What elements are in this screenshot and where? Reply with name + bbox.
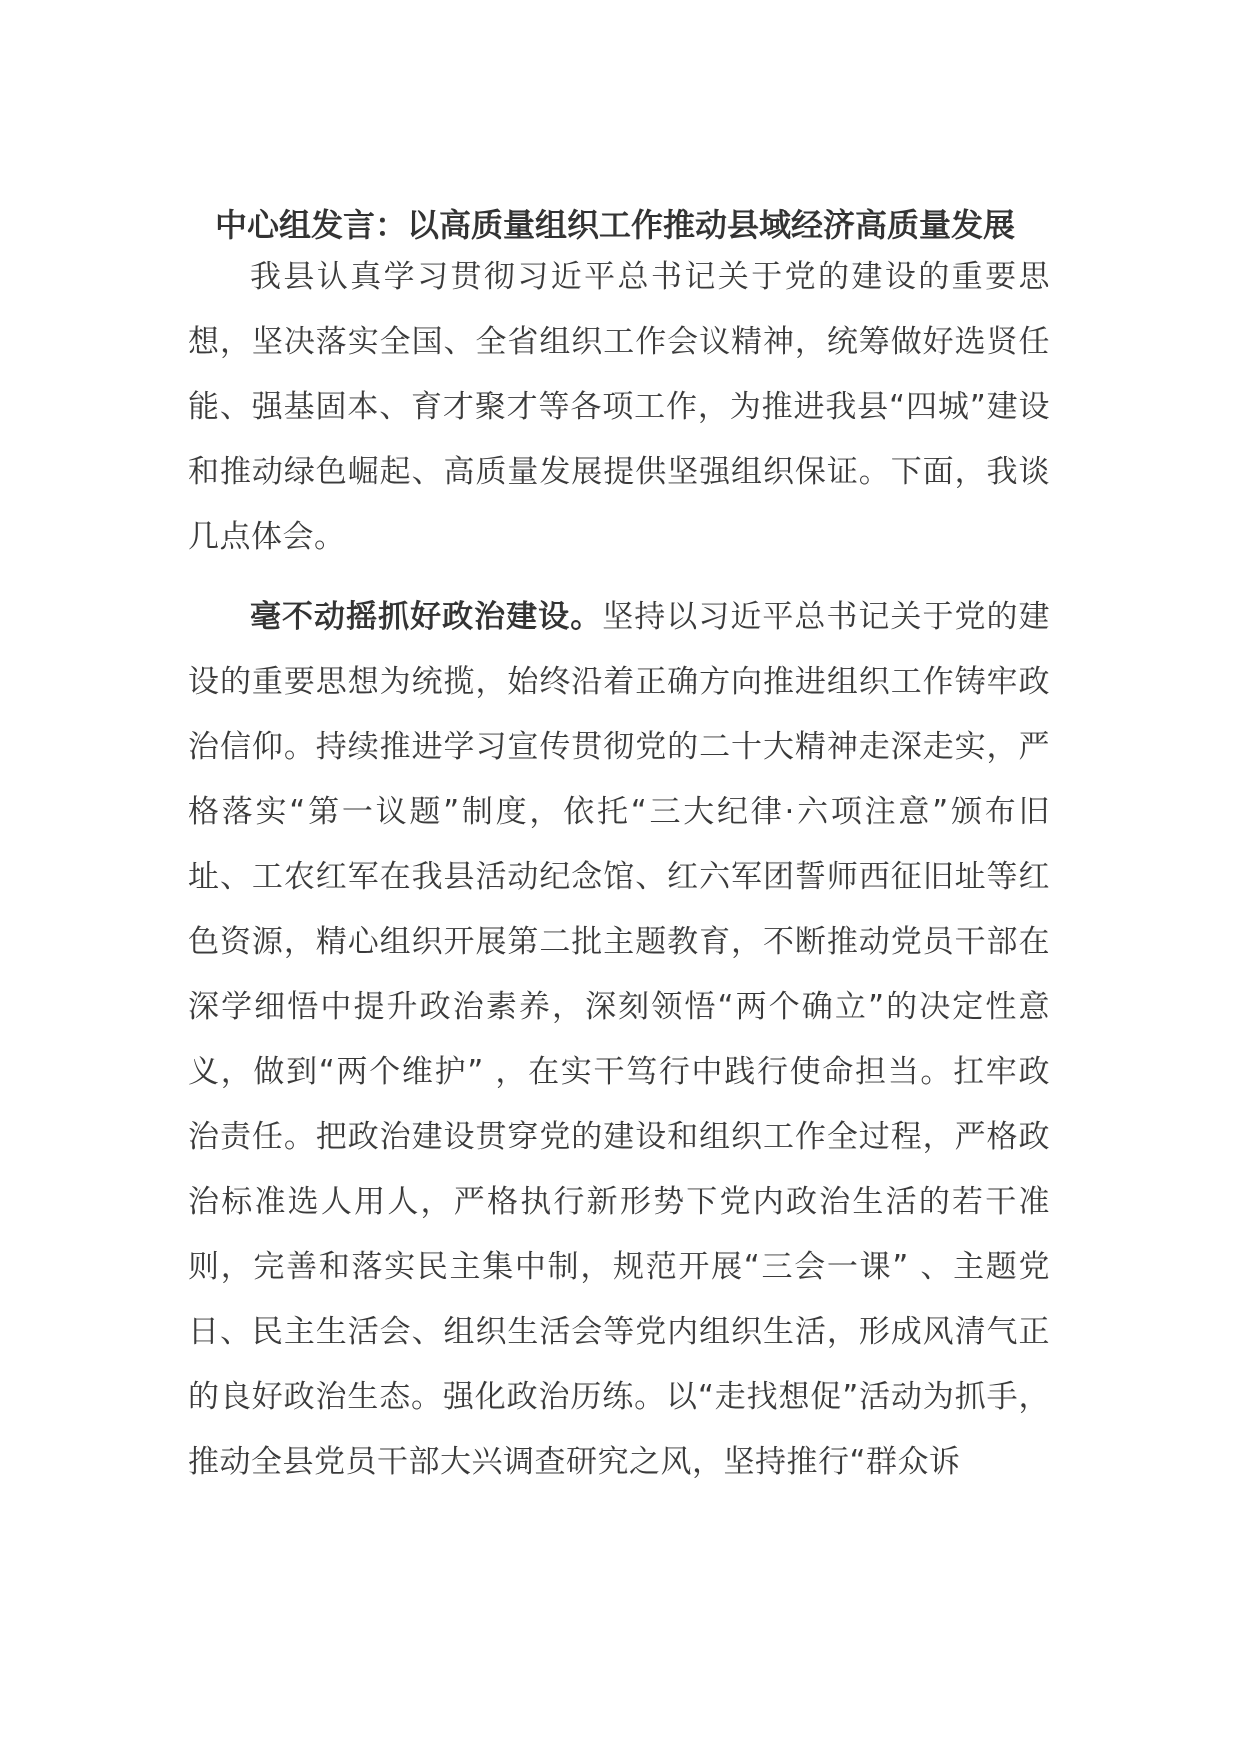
paragraph-political-construction	[188, 585, 1050, 1495]
paragraph-political-construction-text: 坚持以习近平总书记关于党的建设的重要思想为统揽，始终沿着正确方向推进组织工作铸牢政治信仰。持续推进学习宣传贯彻党的二十大精神走深走实，严格落实“第一议题”制度，依托“三大纪律·六项注意”颁布旧址、工农红军在我县活动纪念馆、红六军团誓师西征旧址等红色资源，精心组织开展第二批主题教育，不断推动党员干部在深学细悟中提升政治素养，深刻领悟“两个确立”的决定性意义，做到“两个维护” ，在实干笃行中践行使命担当。扛牢政治责任。把政治建设贯穿党的建设和组织工作全过程，严格政治标准选人用人，严格执行新形势下党内政治生活的若干准则，完善和落实民主集中制，规范开展“三会一课” 、主题党日、民主生活会、组织生活会等党内组织生活，形成风清气正的良好政治生态。强化政治历练。以“走找想促”活动为抓手，推动全县党员干部大兴调查研究之风，坚持推行“群众诉	[188, 599, 1051, 1480]
document-title: 中心组发言：以高质量组织工作推动县域经济高质量发展	[214, 206, 1015, 244]
paragraph-intro	[188, 245, 1050, 570]
paragraph-lead-heading: 毫不动摇抓好政治建设。	[250, 599, 603, 635]
paragraph-intro-text: 我县认真学习贯彻习近平总书记关于党的建设的重要思想，坚决落实全国、全省组织工作会议精神，统筹做好选贤任能、强基固本、育才聚才等各项工作，为推进我县“四城”建设和推动绿色崛起、高质量发展提供坚强组织保证。下面，我谈几点体会。	[188, 259, 1050, 555]
